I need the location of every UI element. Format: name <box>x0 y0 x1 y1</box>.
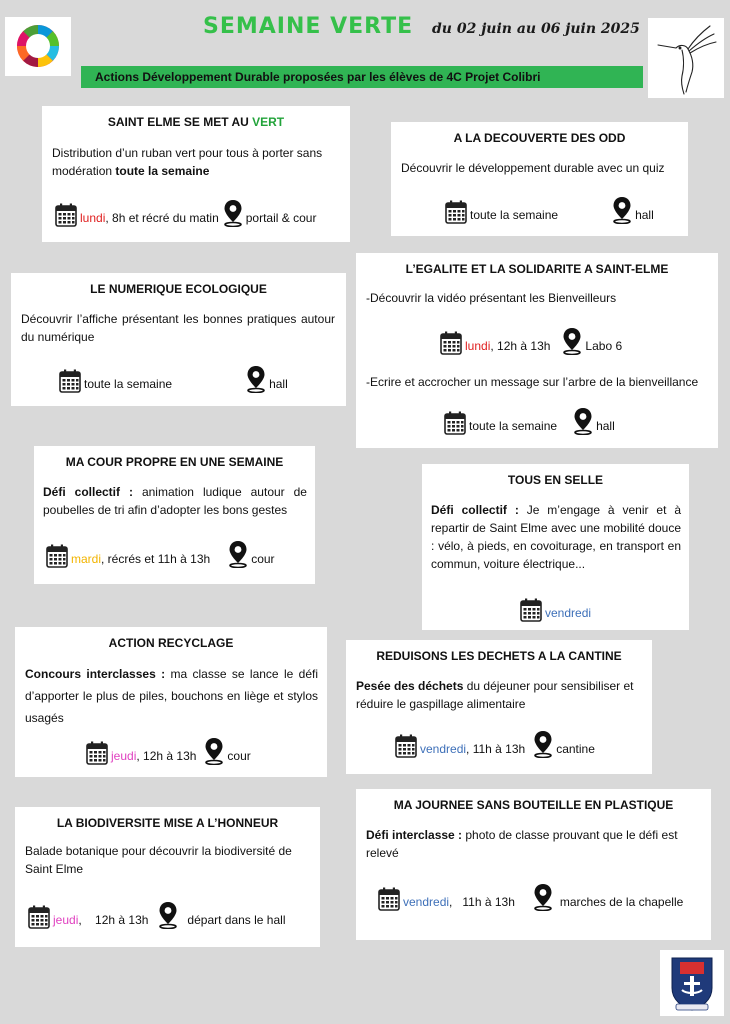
card-time: , récrés et 11h à 13h <box>101 552 211 566</box>
card-title: MA JOURNEE SANS BOUTEILLE EN PLASTIQUE <box>393 798 674 812</box>
card-schedule <box>86 735 251 765</box>
location-pin-icon <box>228 540 248 568</box>
card-title: TOUS EN SELLE <box>507 473 604 487</box>
card-schedule <box>445 194 654 224</box>
card-time: toute la semaine <box>470 208 559 222</box>
calendar-icon <box>440 331 462 355</box>
card-title: REDUISONS LES DECHETS A LA CANTINE <box>376 649 622 663</box>
card-action-recyclage <box>15 627 327 777</box>
card-schedule <box>46 538 275 568</box>
card-title-highlight: VERT <box>252 115 285 129</box>
sdg-logo <box>5 17 71 76</box>
card-day: jeudi <box>111 749 137 763</box>
card-egalite-solidarite <box>356 253 718 448</box>
card-schedule <box>440 325 622 355</box>
card-description-bold: Défi interclasse : <box>366 828 463 842</box>
card-title: LE NUMERIQUE ECOLOGIQUE <box>90 282 267 296</box>
card-description-bold: Défi collectif : <box>431 503 519 517</box>
card-day: mardi <box>71 552 102 566</box>
card-description: -Ecrire et accrocher un message sur l’arbre de la bienveillance <box>366 375 699 389</box>
sdg-wheel-icon <box>5 17 71 76</box>
card-day: lundi <box>465 339 491 353</box>
card-time: , 12h à 13h <box>490 339 551 353</box>
card-schedule <box>444 405 615 435</box>
card-description-bold: Pesée des déchets <box>356 679 464 693</box>
card-day: jeudi <box>53 913 79 927</box>
card-description-text: Distribution d’un ruban vert pour tous à porter sans modération <box>52 146 323 178</box>
card-schedule <box>28 899 286 929</box>
page-title: SEMAINE VERTE <box>203 14 414 39</box>
card-numerique-ecologique <box>11 273 346 406</box>
location-pin-icon <box>246 365 266 393</box>
calendar-icon <box>378 887 400 911</box>
card-title: A LA DECOUVERTE DES ODD <box>453 131 626 145</box>
card-schedule <box>59 363 288 393</box>
calendar-icon <box>445 200 467 224</box>
calendar-icon <box>28 905 50 929</box>
card-tous-en-selle <box>422 464 689 630</box>
location-pin-icon <box>573 407 593 435</box>
hummingbird-icon <box>648 18 724 98</box>
card-description <box>43 483 307 519</box>
card-description-text: ma classe se lance le défi d’apporter le plus de piles, bouchons en liège et stylos usagés <box>25 667 318 725</box>
card-description: Balade botanique pour découvrir la biodiversité de Saint Elme <box>25 844 292 876</box>
card-title: MA COUR PROPRE EN UNE SEMAINE <box>65 455 284 469</box>
school-crest <box>660 950 724 1016</box>
card-description-bold: Concours interclasses : <box>25 667 166 681</box>
card-schedule <box>395 728 595 758</box>
card-title: L’EGALITE ET LA SOLIDARITE A SAINT-ELME <box>405 262 669 276</box>
card-description: -Découvrir la vidéo présentant les Bienveilleurs <box>366 291 617 305</box>
card-place: départ dans le hall <box>187 913 286 927</box>
card-description-text: Je m’engage à venir et à repartir de Saint Elme avec une mobilité douce : vélo, à pieds, en covoiturage, en transport en commun, voiture électrique... <box>431 503 681 571</box>
card-place: cantine <box>556 742 595 756</box>
card-place: cour <box>227 749 251 763</box>
calendar-icon <box>520 598 542 622</box>
location-pin-icon <box>223 199 243 227</box>
card-title: ACTION RECYCLAGE <box>108 636 234 650</box>
card-description <box>356 677 646 713</box>
card-decouverte-odd <box>391 122 688 236</box>
calendar-icon <box>55 203 77 227</box>
card-description <box>52 144 344 180</box>
card-place: marches de la chapelle <box>559 895 684 909</box>
card-place: cour <box>251 552 275 566</box>
card-description <box>25 663 318 729</box>
card-title-text: SAINT ELME SE MET AU <box>107 115 253 129</box>
card-time: toute la semaine <box>84 377 173 391</box>
card-place: portail & cour <box>245 211 317 225</box>
card-day: lundi <box>80 211 106 225</box>
card-time: , 12h à 13h <box>78 913 149 927</box>
hummingbird-logo <box>648 18 724 98</box>
card-time: , 8h et récré du matin <box>105 211 219 225</box>
card-sans-bouteille <box>356 789 711 940</box>
school-crest-icon <box>660 950 724 1016</box>
location-pin-icon <box>562 327 582 355</box>
card-place: hall <box>269 377 288 391</box>
card-place: Labo 6 <box>585 339 623 353</box>
card-place: hall <box>635 208 654 222</box>
location-pin-icon <box>158 901 178 929</box>
card-description: Découvrir l’affiche présentant les bonnes pratiques autour du numérique <box>21 312 335 344</box>
card-title <box>42 113 350 131</box>
location-pin-icon <box>533 883 553 911</box>
card-schedule <box>55 197 316 227</box>
calendar-icon <box>444 411 466 435</box>
card-day: vendredi <box>420 742 467 756</box>
card-schedule <box>520 592 591 622</box>
card-day: vendredi <box>545 606 592 620</box>
location-pin-icon <box>204 737 224 765</box>
card-cour-propre <box>34 446 315 584</box>
card-description <box>431 501 681 573</box>
card-description: Découvrir le développement durable avec un quiz <box>401 161 665 175</box>
card-description <box>366 826 704 862</box>
card-time: , 11h à 13h <box>466 742 526 756</box>
calendar-icon <box>59 369 81 393</box>
card-time: , 12h à 13h <box>136 749 197 763</box>
header-banner: Actions Développement Durable proposées par les élèves de 4C Projet Colibri <box>81 66 643 88</box>
calendar-icon <box>395 734 417 758</box>
event-dates: du 02 juin au 06 juin 2025 <box>432 21 640 37</box>
card-time: , 11h à 13h <box>449 895 515 909</box>
card-schedule <box>378 881 683 911</box>
card-place: hall <box>596 419 615 433</box>
card-description-text: du déjeuner pour sensibiliser et réduire le gaspillage alimentaire <box>356 679 634 711</box>
card-description-text: animation ludique autour de poubelles de tri afin d’adopter les bons gestes <box>43 485 307 517</box>
location-pin-icon <box>533 730 553 758</box>
card-saint-elme-vert <box>42 106 350 242</box>
calendar-icon <box>46 544 68 568</box>
card-description-bold: Défi collectif : <box>43 485 133 499</box>
card-time: toute la semaine <box>469 419 558 433</box>
calendar-icon <box>86 741 108 765</box>
card-dechets-cantine <box>346 640 652 774</box>
location-pin-icon <box>612 196 632 224</box>
card-title: LA BIODIVERSITE MISE A L’HONNEUR <box>56 816 279 830</box>
card-description-text: photo de classe prouvant que le défi est relevé <box>366 828 678 860</box>
card-day: vendredi <box>403 895 450 909</box>
card-description-bold: toute la semaine <box>115 164 210 178</box>
card-biodiversite <box>15 807 320 947</box>
